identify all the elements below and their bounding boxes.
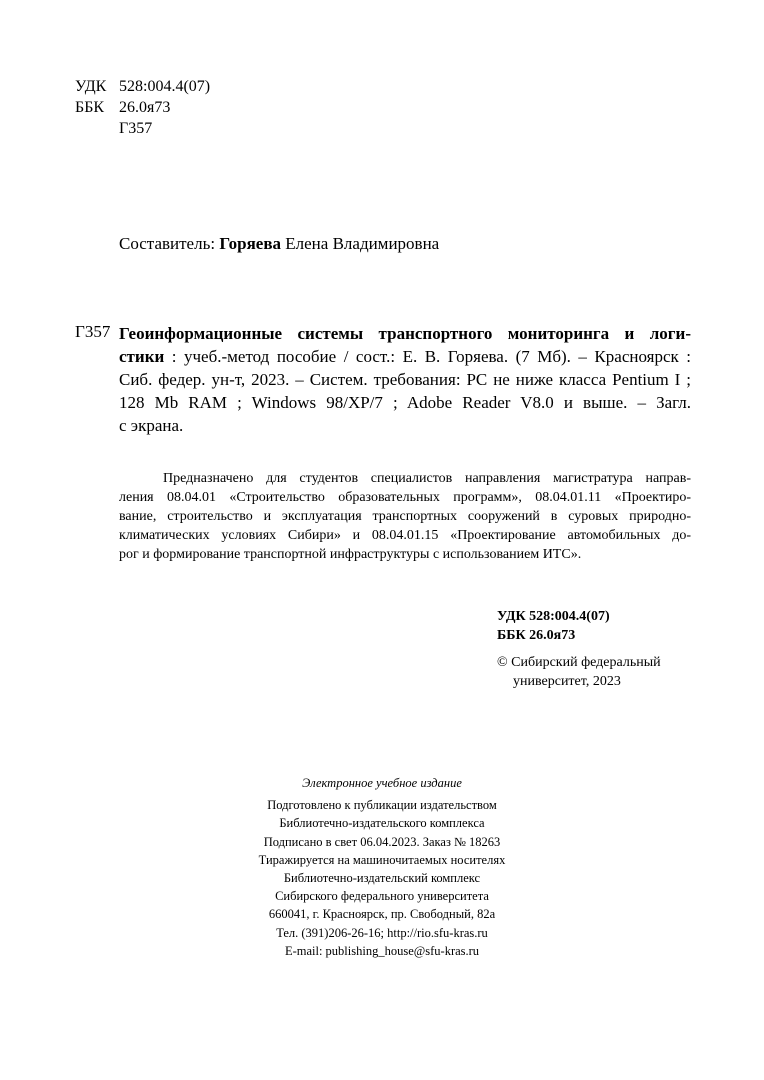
annotation-line: климатических условиях Сибири» и 08.04.01.15 «Проектирование автомобильных до-: [119, 528, 691, 543]
imprint-line: Сибирского федерального университета: [275, 889, 489, 904]
copyright-line2: университет, 2023: [513, 674, 621, 689]
compiler-name: Елена Владимировна: [285, 234, 440, 253]
bbk-value: 26.0я73: [119, 99, 171, 116]
bbk-row: [75, 97, 210, 118]
entry-line5: с экрана.: [119, 416, 184, 435]
annotation-line: Предназначено для студентов специалистов направления магистратура направ-: [163, 471, 691, 486]
compiler-label: Составитель:: [119, 234, 216, 253]
imprint-line: Подготовлено к публикации издательством: [267, 798, 497, 813]
classification-codes: [75, 76, 210, 139]
imprint-line: E-mail: publishing_house@sfu-kras.ru: [284, 943, 480, 958]
bottom-udk: УДК 528:004.4(07): [497, 609, 610, 624]
imprint-line: Подписано в свет 06.04.2023. Заказ № 18263: [263, 834, 501, 849]
bottom-bbk: ББК 26.0я73: [497, 628, 576, 643]
entry-line4: 128 Mb RAM ; Windows 98/XP/7 ; Adobe Reader V8.0 и выше. – Загл.: [119, 393, 691, 412]
bibliographic-entry: [119, 322, 691, 437]
imprint-line: Библиотечно-издательского комплекса: [279, 816, 485, 831]
imprint: [0, 774, 764, 960]
annotation: [119, 469, 691, 564]
udk-label: УДК: [75, 78, 107, 95]
entry-title-part1: Геоинформационные системы транспортного мониторинга и логи-: [119, 324, 691, 343]
compiler-line: [119, 234, 439, 254]
annotation-line: вание, строительство и эксплуатация транспортных сооружений в суровых природно-: [119, 509, 691, 524]
imprint-line: Библиотечно-издательский комплекс: [283, 871, 481, 886]
author-mark: Г357: [119, 120, 153, 137]
udk-value: 528:004.4(07): [119, 78, 211, 95]
bbk-label: ББК: [75, 99, 105, 116]
edition-type: Электронное учебное издание: [302, 776, 462, 790]
bottom-codes: [497, 607, 610, 645]
udk-row: [75, 76, 210, 97]
imprint-line: Тиражируется на машиночитаемых носителях: [258, 852, 506, 867]
compiler-surname: Горяева: [219, 234, 282, 253]
entry-title-part2: стики: [119, 347, 165, 366]
entry-line2: : учеб.-метод пособие / сост.: Е. В. Горяева. (7 Мб). – Красноярск :: [164, 347, 691, 366]
annotation-line: рог и формирование транспортной инфраструктуры с использованием ИТС».: [119, 547, 582, 562]
imprint-line: Тел. (391)206-26-16; http://rio.sfu-kras.ru: [276, 925, 488, 940]
copyright-line1: © Сибирский федеральный: [497, 655, 661, 670]
annotation-line: ления 08.04.01 «Строительство образовательных программ», 08.04.01.11 «Проектиро-: [119, 490, 691, 505]
copyright: [497, 653, 661, 691]
imprint-line: 660041, г. Красноярск, пр. Свободный, 82а: [268, 907, 496, 922]
entry-line3: Сиб. федер. ун-т, 2023. – Систем. требования: PC не ниже класса Pentium I ;: [119, 370, 691, 389]
entry-code: Г357: [75, 322, 111, 341]
